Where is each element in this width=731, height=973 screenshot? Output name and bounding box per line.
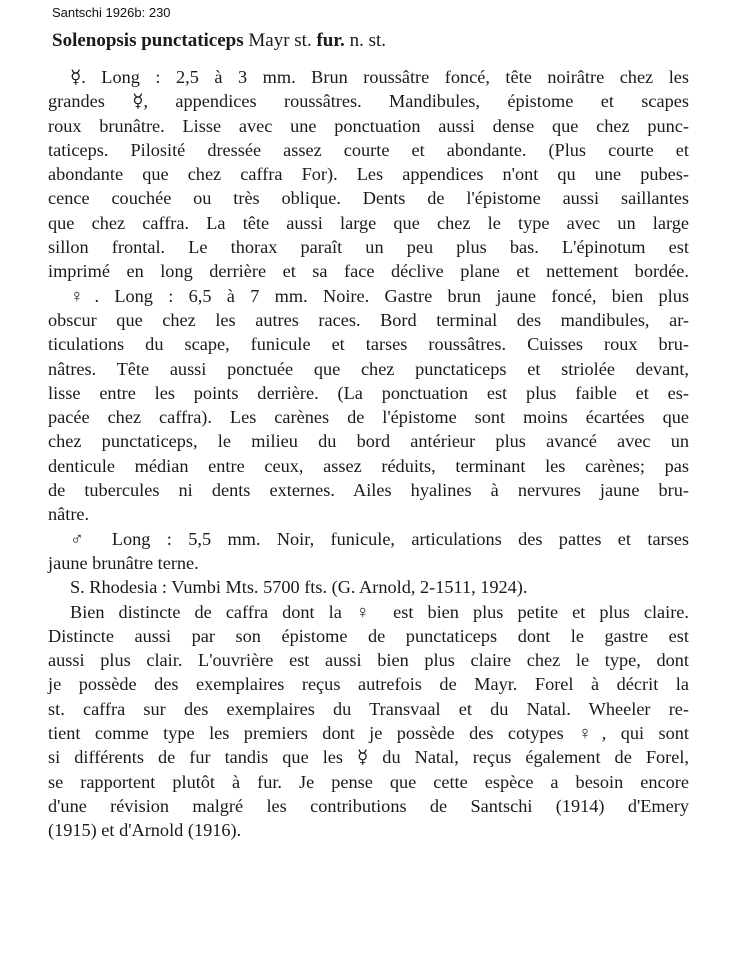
text-line: se rapportent plutôt à fur. Je pense que cette espèce a besoin encore	[48, 771, 689, 792]
taxon-author: Mayr	[248, 30, 290, 51]
text-line: Distincte aussi par son épistome de punctaticeps dont le gastre est	[48, 625, 689, 646]
text-line: Bien distincte de caffra dont la ♀ est bien plus petite et plus claire.	[70, 601, 689, 622]
worker-description	[48, 65, 689, 284]
taxon-status: n. st.	[349, 30, 386, 51]
text-line: obscur que chez les autres races. Bord terminal des mandibules, ar-	[48, 309, 689, 330]
text-line: aussi plus clair. L'ouvrière est aussi bien plus claire chez le type, dont	[48, 650, 689, 671]
text-line: si différents de fur tandis que les ☿ du Natal, reçus également de Forel,	[48, 747, 689, 768]
text-line: S. Rhodesia : Vumbi Mts. 5700 fts. (G. Arnold, 2-1511, 1924).	[70, 577, 528, 598]
text-line: denticule médian entre ceux, assez réduits, terminant les carènes; pas	[48, 455, 689, 476]
text-line: ☿. Long : 2,5 à 3 mm. Brun roussâtre foncé, tête noirâtre chez les	[70, 67, 689, 87]
text-line: ♂ Long : 5,5 mm. Noir, funicule, articulations des pattes et tarses	[70, 528, 689, 549]
text-line: grandes ☿, appendices roussâtres. Mandibules, épistome et scapes	[48, 91, 689, 112]
text-line: lisse entre les points derrière. (La ponctuation est plus faible et es-	[48, 382, 689, 403]
text-line: (1915) et d'Arnold (1916).	[48, 820, 242, 841]
queen-description	[48, 284, 689, 527]
taxon-rank: st.	[294, 30, 312, 51]
text-line: sillon frontal. Le thorax paraît un peu plus bas. L'épinotum est	[48, 237, 689, 258]
text-line: ticulations du scape, funicule et tarses roussâtres. Cuisses roux bru-	[48, 334, 689, 355]
text-line: pacée chez caffra). Les carènes de l'épistome sont moins écartées que	[48, 407, 689, 428]
text-line: je possède des exemplaires reçus autrefois de Mayr. Forel à décrit la	[48, 674, 689, 695]
text-line: jaune brunâtre terne.	[48, 552, 199, 573]
text-line: de tubercules ni dents externes. Ailes hyalines à nervures jaune bru-	[48, 480, 689, 501]
discussion	[48, 600, 689, 843]
locality	[48, 575, 689, 599]
text-line: abondante que chez caffra For). Les appendices n'ont qu une pubes-	[48, 164, 689, 185]
male-description	[48, 527, 689, 576]
text-line: d'une révision malgré les contributions de Santschi (1914) d'Emery	[48, 795, 689, 816]
source-reference: Santschi 1926b: 230	[52, 5, 171, 20]
text-line: imprimé en long derrière et sa face déclive plane et nettement bordée.	[48, 261, 689, 282]
text-line: st. caffra sur des exemplaires du Transvaal et du Natal. Wheeler re-	[48, 698, 689, 719]
text-line: taticeps. Pilosité dressée assez courte et abondante. (Plus courte et	[48, 139, 689, 160]
text-line: nâtres. Tête aussi ponctuée que chez punctaticeps et striolée devant,	[48, 358, 689, 379]
taxon-name: Solenopsis punctaticeps	[52, 30, 244, 51]
text-line: nâtre.	[48, 504, 90, 525]
text-line: tient comme type les premiers dont je possède des cotypes ♀, qui sont	[48, 723, 689, 744]
text-line: chez punctaticeps, le milieu du bord antérieur plus avancé avec un	[48, 431, 689, 452]
description-body	[48, 65, 689, 843]
taxon-title	[52, 30, 702, 52]
text-line: ♀. Long : 6,5 à 7 mm. Noire. Gastre brun jaune foncé, bien plus	[70, 285, 689, 306]
text-line: cence couchée ou très oblique. Dents de l'épistome aussi saillantes	[48, 188, 689, 209]
text-line: roux brunâtre. Lisse avec une ponctuation aussi dense que chez punc-	[48, 115, 689, 136]
text-line: que chez caffra. La tête aussi large que chez le type avec un large	[48, 212, 689, 233]
subspecies-name: fur.	[316, 30, 345, 51]
